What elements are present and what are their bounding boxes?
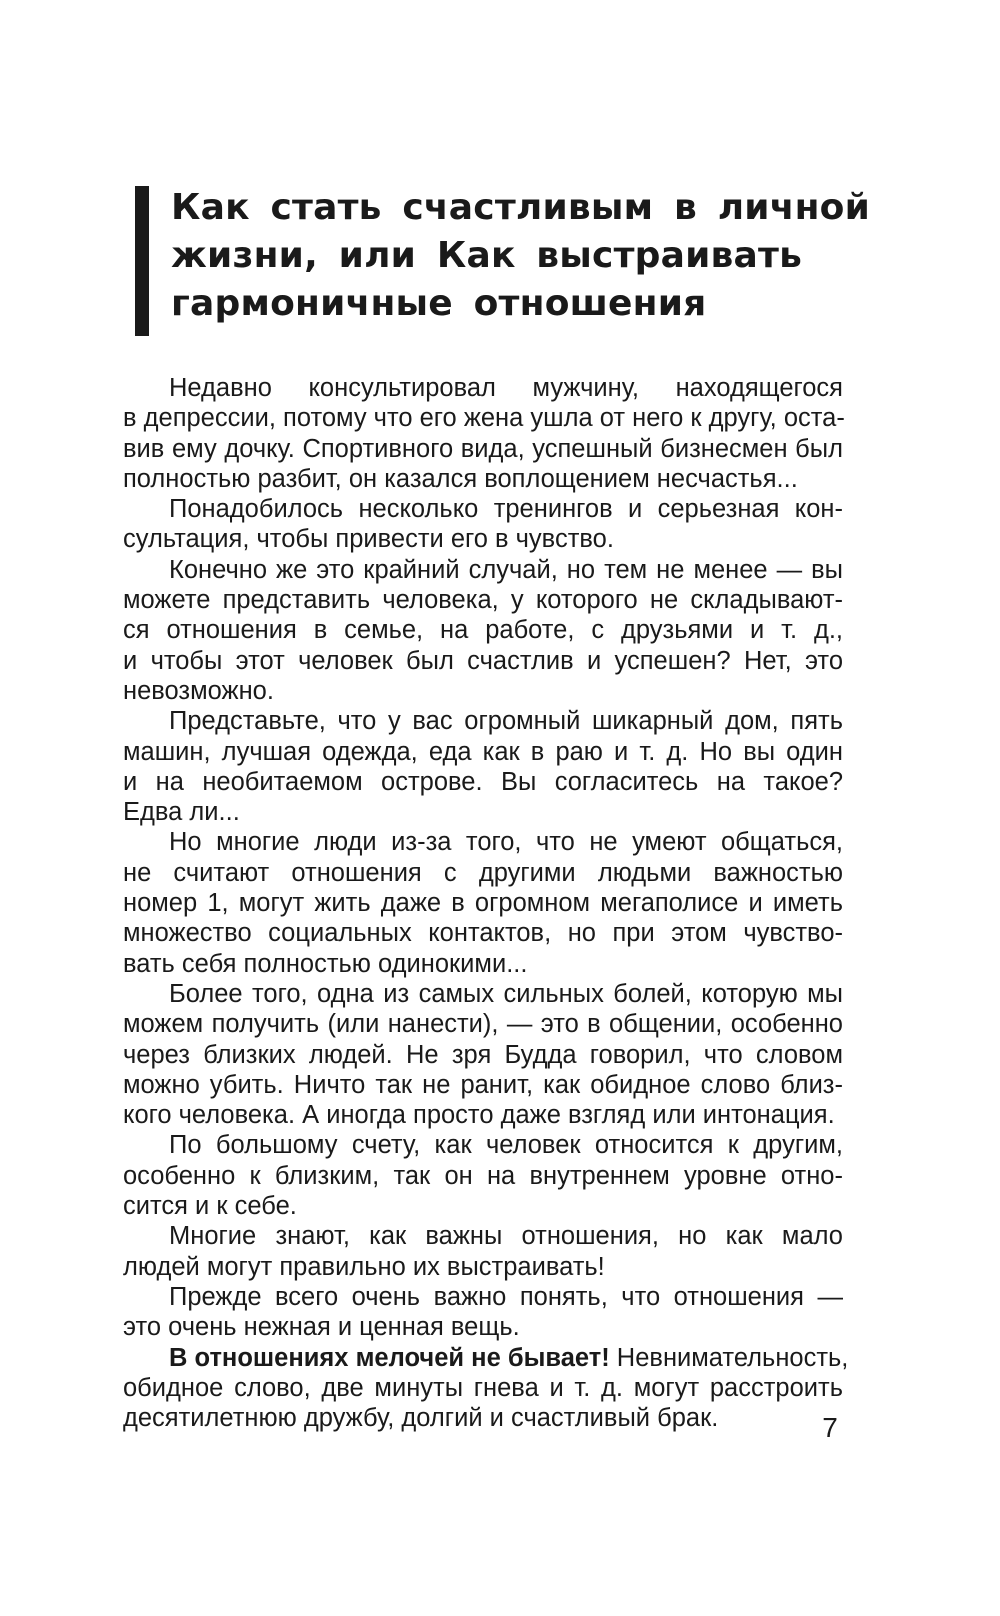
text-line: номер 1, могут жить даже в огромном мегаполисе и иметь	[123, 889, 843, 918]
text-line: кого человека. А иногда просто даже взгляд или интонация.	[123, 1101, 835, 1130]
chapter-title-line: жизни, или Как выстраивать	[171, 235, 803, 276]
text-line: Но многие люди из-за того, что не умеют общаться,	[169, 828, 843, 857]
text-line: множество социальных контактов, но при этом чувство-	[123, 919, 843, 948]
chapter-heading	[135, 186, 875, 336]
text-line: в депрессии, потому что его жена ушла от него к другу, оста-	[123, 404, 845, 433]
text-line: Прежде всего очень важно понять, что отношения —	[169, 1282, 843, 1311]
text-line: и чтобы этот человек был счастлив и успешен? Нет, это	[123, 646, 843, 675]
text-line: не считают отношения с другими людьми важностью	[123, 858, 843, 887]
chapter-title-line: Как стать счастливым в личной	[171, 187, 871, 228]
emphasis-text: В отношениях мелочей не бывает!	[169, 1343, 610, 1372]
text-line: Более того, одна из самых сильных болей, которую мы	[169, 979, 843, 1008]
text-line: вив ему дочку. Спортивного вида, успешный бизнесмен был	[123, 434, 843, 463]
text-line: людей могут правильно их выстраивать!	[123, 1252, 605, 1281]
text-line: сится и к себе.	[123, 1192, 297, 1221]
paragraph	[123, 494, 843, 555]
text-line: можете представить человека, у которого не складывают-	[123, 586, 843, 615]
paragraph	[123, 827, 843, 978]
paragraph-final	[123, 1343, 849, 1434]
paragraph	[123, 1282, 843, 1343]
page-number: 7	[822, 1412, 838, 1443]
paragraph	[123, 373, 843, 494]
paragraph	[123, 1130, 843, 1221]
text-line: По большому счету, как человек относится к другим,	[169, 1131, 843, 1160]
text-line: можно убить. Ничто так не ранит, как обидное слово близ-	[123, 1070, 843, 1099]
text-line: десятилетнюю дружбу, долгий и счастливый брак.	[123, 1404, 719, 1433]
text-line: обидное слово, две минуты гнева и т. д. могут расстроить	[123, 1373, 843, 1402]
chapter-title-line: гармоничные отношения	[171, 283, 707, 324]
text-line: невозможно.	[123, 676, 274, 705]
paragraph	[123, 1221, 843, 1282]
text-line	[123, 1343, 849, 1373]
heading-accent-bar	[135, 186, 149, 336]
text-line: Недавно консультировал мужчину, находящегося	[169, 374, 843, 402]
text-line: особенно к близким, так он на внутреннем уровне отно-	[123, 1161, 843, 1190]
text-line: Конечно же это крайний случай, но тем не менее — вы	[169, 555, 843, 584]
paragraph	[123, 706, 843, 827]
chapter-title	[171, 184, 871, 328]
text-line: полностью разбит, он казался воплощением несчастья...	[123, 464, 798, 493]
paragraph	[123, 555, 843, 706]
text-line: это очень нежная и ценная вещь.	[123, 1313, 520, 1342]
text-line: Понадобилось несколько тренингов и серьезная кон-	[169, 495, 843, 524]
text-line: ся отношения в семье, на работе, с друзьями и т. д.,	[123, 616, 843, 645]
text-line: машин, лучшая одежда, еда как в раю и т. д. Но вы один	[123, 737, 843, 766]
text-line: Многие знают, как важны отношения, но как мало	[169, 1222, 843, 1251]
text-line: Представьте, что у вас огромный шикарный дом, пять	[169, 707, 843, 736]
text-line: сультация, чтобы привести его в чувство.	[123, 525, 614, 554]
text-line: через близких людей. Не зря Будда говорил, что словом	[123, 1040, 843, 1069]
body-text	[123, 373, 849, 1433]
text-line: вать себя полностью одинокими...	[123, 949, 528, 978]
text-line: можем получить (или нанести), — это в общении, особенно	[123, 1010, 843, 1039]
paragraph	[123, 979, 843, 1130]
text-line: Едва ли...	[123, 798, 240, 827]
text-line: и на необитаемом острове. Вы согласитесь на такое?	[123, 767, 843, 796]
text-fragment: Невнимательность,	[609, 1343, 849, 1372]
